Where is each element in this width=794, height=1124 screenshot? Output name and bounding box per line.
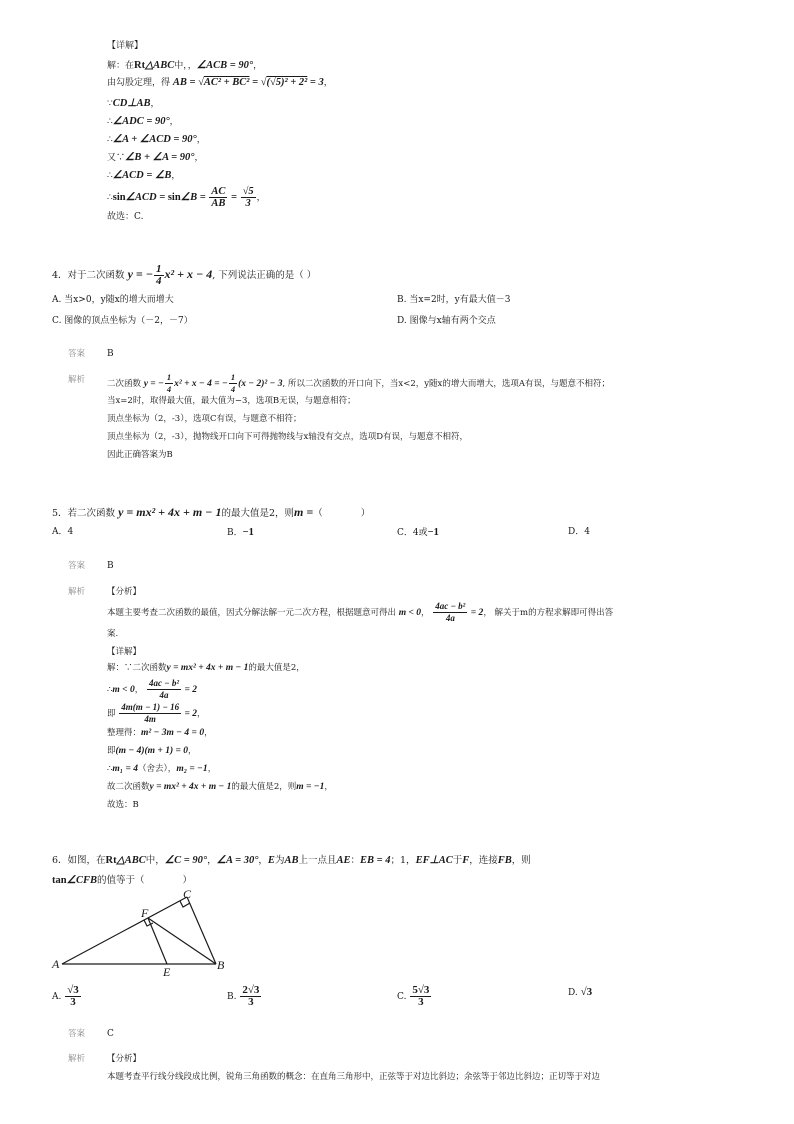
q5-analysis-tag: 解析 — [68, 587, 86, 597]
top-line-6: 又∵∠B + ∠A = 90°， — [107, 152, 204, 163]
top-line-8: ∴sin∠ACD = sin∠B = $\frac{AC}{AB}$ = $\frac{√5}{3}$ ， — [107, 186, 266, 209]
q4-analysis-line-4: 顶点坐标为（2，-3），抛物线开口向下可得抛物线与x轴没有交点，选项D有误，与题意不相符， — [107, 432, 469, 442]
label-a: A — [52, 957, 60, 971]
q6-answer-tag: 答案 — [68, 1029, 86, 1039]
q5-option-d[interactable]: D．4 — [568, 527, 590, 537]
q5-solution-line-6: ∴m₁ = 4（舍去），m₂ = −1， — [107, 764, 217, 774]
label-c: C — [183, 888, 192, 901]
q5-xiangjie-heading: 【详解】 — [107, 647, 142, 657]
q4-option-b[interactable]: B. 当x=2时，y有最大值－3 — [397, 295, 511, 305]
q6-option-d[interactable]: D. √3 — [568, 986, 593, 998]
q6-fenxi-line-1: 本题考查平行线分线段成比例，锐角三角函数的概念：在直角三角形中，正弦等于对边比斜边；余弦等于邻边比斜边；正切等于对边 — [107, 1072, 601, 1082]
q5-solution-line-1: 解：∵二次函数y = mx² + 4x + m − 1的最大值是2， — [107, 663, 305, 673]
q5-fenxi-line-1: 本题主要考查二次函数的最值，因式分解法解一元二次方程，根据题意可得出 m < 0， $\frac{\text{4ac − b²}}{4a}$ = 2， 解关于m的方程求解即可得出答 — [107, 601, 614, 623]
top-line-7: ∴∠ACD = ∠B， — [107, 170, 181, 181]
q5-option-a[interactable]: A．4 — [52, 527, 74, 537]
q5-stem: 5．若二次函数 y = mx² + 4x + m − 1的最大值是2，则m =（ ） — [52, 505, 371, 519]
q6-fenxi-heading: 【分析】 — [107, 1054, 142, 1064]
q4-option-c[interactable]: C. 图像的顶点坐标为（－2，－7） — [52, 316, 193, 326]
q5-answer-tag: 答案 — [68, 561, 86, 571]
top-line-3: ∵CD⊥AB， — [107, 98, 160, 109]
q5-solution-line-4: 整理得：m² − 3m − 4 = 0， — [107, 728, 213, 738]
q5-fenxi-line-2: 案. — [107, 629, 119, 639]
top-line-9: 故选：C. — [107, 212, 144, 222]
q6-stem-line-1: 6．如图，在Rt△ABC中，∠C = 90°，∠A = 30°，E为AB上一点且AE：EB = 4；1，EF⊥AC于F，连接FB，则 — [52, 855, 531, 866]
q6-answer: C — [107, 1029, 114, 1039]
q6-option-b[interactable]: B. $\frac{2√3}{3}$ — [227, 984, 260, 1008]
top-line-2: 由勾股定理，得 AB = √AC² + BC² = √(√5)² + 2² = 3， — [107, 77, 333, 88]
q4-analysis-line-3: 顶点坐标为（2，-3），选项C有误，与题意不相符； — [107, 414, 302, 424]
top-line-1: 解：在Rt△ABC中，，∠ACB = 90°， — [107, 60, 263, 71]
q4-analysis-line-5: 因此正确答案为B — [107, 450, 173, 460]
label-e: E — [163, 965, 171, 979]
q4-option-d[interactable]: D. 图像与x轴有两个交点 — [397, 316, 496, 326]
q4-analysis-line-1: 二次函数 y = − $\frac{1}{4}$ x² + x − 4 = − $\frac{1}{4}$ (x − 2)² − 3, 所以二次函数的开口向下，当x<2，y随x的增大而增大，选项A有误，与题意不相符； — [107, 372, 610, 394]
top-line-5: ∴∠A + ∠ACD = 90°， — [107, 134, 206, 145]
q6-option-a[interactable]: A. $\frac{√3}{3}$ — [52, 984, 79, 1008]
q5-solution-line-7: 故二次函数y = mx² + 4x + m − 1的最大值是2，则m = −1， — [107, 782, 333, 792]
q5-option-b[interactable]: B．−1 — [227, 527, 254, 538]
q5-solution-line-2: ∴m < 0， $\frac{\text{4ac − b²}}{4a}$ = 2 — [107, 678, 198, 700]
q5-fenxi-heading: 【分析】 — [107, 587, 142, 597]
q5-option-c[interactable]: C．4或−1 — [397, 527, 439, 538]
q6-stem-line-2: tan∠CFB的值等于（ ） — [52, 875, 193, 886]
side-ac — [62, 897, 187, 964]
top-line-4: ∴∠ADC = 90°， — [107, 116, 179, 127]
q5-answer: B — [107, 561, 114, 571]
top-heading: 【详解】 — [107, 41, 144, 51]
label-f: F — [141, 906, 149, 920]
q5-solution-line-8: 故选：B — [107, 800, 139, 810]
q6-option-c[interactable]: C. $\frac{5√3}{3}$ — [397, 984, 430, 1008]
q4-option-a[interactable]: A. 当x>0，y随x的增大而增大 — [52, 295, 174, 305]
triangle-figure — [50, 888, 235, 980]
q4-answer-tag: 答案 — [68, 349, 86, 359]
q4-answer: B — [107, 349, 114, 359]
q5-solution-line-3: 即 $\frac{4m(m - 1) - 16}{4m}$ = 2， — [107, 702, 206, 724]
q4-stem: 4．对于二次函数 y = − $\frac{1}{4}$ x² + x − 4, 下列说法正确的是（ ） — [52, 263, 317, 287]
q5-solution-line-5: 即(m − 4)(m + 1) = 0， — [107, 746, 197, 756]
label-b: B — [217, 958, 225, 972]
q6-analysis-tag: 解析 — [68, 1054, 86, 1064]
q4-analysis-line-2: 当x=2时，取得最大值，最大值为−3，选项B无误，与题意相符； — [107, 396, 356, 406]
q4-analysis-tag: 解析 — [68, 375, 86, 385]
